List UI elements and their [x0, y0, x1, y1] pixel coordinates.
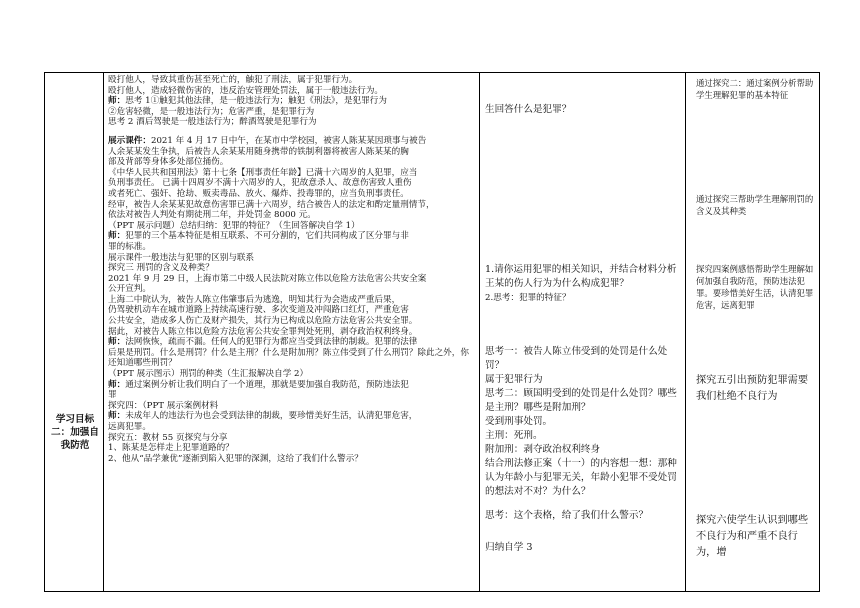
teaching-line: 殴打他人，造成轻微伤害的，违反治安管理处罚法，属于一般违法行为。 — [108, 85, 384, 96]
activity-text: 2.思考：犯罪的特征？ — [485, 293, 571, 303]
design-note-text: 探究六使学生认识到哪些不良行为和严重不良行为，增 — [696, 515, 809, 558]
design-note-text: 通过探究三帮助学生理解刑罚的含义及其种类 — [696, 194, 814, 216]
teaching-line: 部及背部等身体多处部位捅伤。 — [108, 157, 229, 168]
teaching-line: （PPT 展示问题）总结归纳：犯罪的特征？（生回答解决自学 1） — [108, 220, 360, 231]
teaching-line: 后果是刑罚。什么是刑罚？什么是主刑？什么是附加刑？陈立伟受到了什么刑罚？除此之外，你 — [108, 347, 469, 358]
activity-text: 生回答什么是犯罪？ — [485, 104, 572, 115]
design-note-text: 探究五引出预防犯罪需要我们杜绝不良行为 — [696, 375, 809, 402]
teaching-line: 2、他从“品学兼优”逐渐到陷入犯罪的深渊，这给了我们什么警示？ — [108, 453, 363, 464]
design-intent-cell — [686, 73, 820, 591]
activity-text: 主刑：死刑。 — [485, 430, 543, 441]
activity-text: 属于犯罪行为 — [485, 374, 543, 385]
activity-question-group — [485, 345, 681, 523]
teaching-line: 依法对被告人判处有期徒刑二年，并处罚金 8000 元。 — [108, 210, 316, 221]
design-note-text: 通过探究二：通过案例分析帮助学生理解犯罪的基本特征 — [696, 78, 814, 100]
teaching-line: 展示课件：2021 年 4 月 17 日中午，在某市中学校园，被害人陈某某因琐事与被告 — [108, 135, 427, 146]
teaching-line: 远离犯罪。 — [108, 422, 151, 432]
activity-text: 1.请你运用犯罪的相关知识，并结合材料分析王某的伤人行为为什么构成犯罪？ — [485, 264, 677, 289]
design-note — [696, 513, 814, 561]
activity-question — [485, 263, 681, 305]
activity-text: 思考二：顾国明受到的处罚是什么处罚？哪些是主刑？哪些是附加刑？ — [485, 388, 677, 413]
teaching-line: 仍驾驶机动车在城市道路上持续高速行驶、多次变道及冲闯路口红灯，严重危害 — [108, 305, 409, 316]
activity-text: 思考：这个表格，给了我们什么警示？ — [485, 510, 649, 521]
teaching-line: 探究四：（PPT 展示案例材料 — [108, 400, 219, 411]
teaching-line: 公共安全，造成多人伤亡及财产损失，其行为已构成以危险方法危害公共安全罪。 — [108, 316, 418, 327]
section-label: 学习目标二：加强自我防范 — [51, 414, 99, 451]
teaching-line: 展示课件一般违法与犯罪的区别与联系 — [108, 252, 255, 263]
teaching-process-cell — [104, 73, 479, 591]
teaching-line: 负刑事责任。 已满十四周岁不满十六周岁的人，犯故意杀人、故意伤害致人重伤 — [108, 178, 412, 189]
teaching-line: 人余某某发生争执，后被告人余某某用随身携带的铁制利器将被害人陈某某的胸 — [108, 146, 409, 157]
teaching-line: 据此，对被告人陈立伟以危险方法危害公共安全罪判处死刑，剥夺政治权利终身。 — [108, 326, 418, 337]
activity-question — [485, 541, 681, 555]
activity-text: 思考一：被告人陈立伟受到的处罚是什么处罚？ — [485, 346, 668, 371]
teaching-line: 罪的标准。 — [108, 241, 151, 252]
teaching-line: 罪 — [108, 390, 117, 401]
spacer — [108, 128, 475, 136]
teaching-line: 师：犯罪的三个基本特征是相互联系、不可分割的，它们共同构成了区分罪与非 — [108, 231, 409, 242]
teaching-line: 2021 年 9 月 29 日，上海市第二中级人民法院对陈立伟以危险方法危害公共安全案 — [108, 273, 427, 284]
lesson-plan-table — [44, 72, 820, 592]
teaching-line: 探究五：教材 55 页探究与分享 — [108, 432, 228, 443]
design-note — [696, 77, 814, 101]
activity-text: 归纳自学 3 — [485, 542, 533, 553]
design-note — [696, 373, 814, 405]
teaching-line: 师：通过案例分析让我们明白了一个道理，那就是要加强自我防范，预防违法犯 — [108, 379, 409, 390]
teaching-line: 探究三 刑罚的含义及种类？ — [108, 263, 214, 274]
student-activity-cell — [480, 73, 685, 591]
section-label-cell — [45, 73, 103, 591]
spacer — [485, 499, 681, 509]
design-note — [696, 263, 814, 311]
teaching-line: 思考 2 酒后驾驶是一般违法行为；醉酒驾驶是犯罪行为 — [108, 117, 317, 128]
teaching-line: 或者死亡、强奸、抢劫、贩卖毒品、放火、爆炸、投毒罪的，应当负刑事责任。 — [108, 188, 409, 199]
design-note-text: 探究四案例感悟帮助学生理解如何加强自我防范，预防违法犯罪。要珍惜美好生活，认清犯罪危害，远离犯罪 — [696, 264, 814, 310]
teaching-line: 师：法网恢恢，疏而不漏。任何人的犯罪行为都应当受到法律的制裁。犯罪的法律 — [108, 337, 418, 348]
teaching-line: 还知道哪些刑罚？ — [108, 358, 177, 369]
teaching-line: 师：思考 1①触犯其他法律，是一般违法行为；触犯《刑法》，是犯罪行为 — [108, 96, 387, 107]
teaching-line: （PPT 展示图示）刑罚的种类（生汇报解决自学 2） — [108, 369, 309, 380]
activity-question — [485, 103, 681, 117]
teaching-line: 公开宣判。 — [108, 284, 151, 295]
design-note — [696, 193, 814, 217]
teaching-line: 上海二中院认为，被告人陈立伟肇事后为逃逸，明知其行为会造成严重后果， — [108, 294, 401, 305]
teaching-line: 经审，被告人余某某犯故意伤害罪已满十六周岁，结合被告人的法定和酌定量刑情节， — [108, 199, 435, 210]
activity-text: 受到刑事处罚。 — [485, 416, 553, 427]
activity-text: 附加刑：剥夺政治权利终身 — [485, 444, 601, 455]
teaching-line: 师：未成年人的违法行为也会受到法律的制裁，要珍惜美好生活，认清犯罪危害， — [108, 411, 418, 422]
activity-text: 结合刑法修正案（十一）的内容想一想：那种认为年龄小与犯罪无关，年龄小犯罪不受处罚的想法对不对？为什么？ — [485, 458, 677, 497]
teaching-line: ②危害轻微，是一般违法行为；危害严重，是犯罪行为 — [108, 106, 315, 117]
teaching-line: 殴打他人，导致其重伤甚至死亡的，触犯了刑法，属于犯罪行为。 — [108, 75, 358, 85]
teaching-line: 1、陈某是怎样走上犯罪道路的？ — [108, 443, 234, 454]
teaching-line: 《中华人民共和国刑法》第十七条【刑事责任年龄】已满十六周岁的人犯罪，应当 — [108, 167, 418, 178]
